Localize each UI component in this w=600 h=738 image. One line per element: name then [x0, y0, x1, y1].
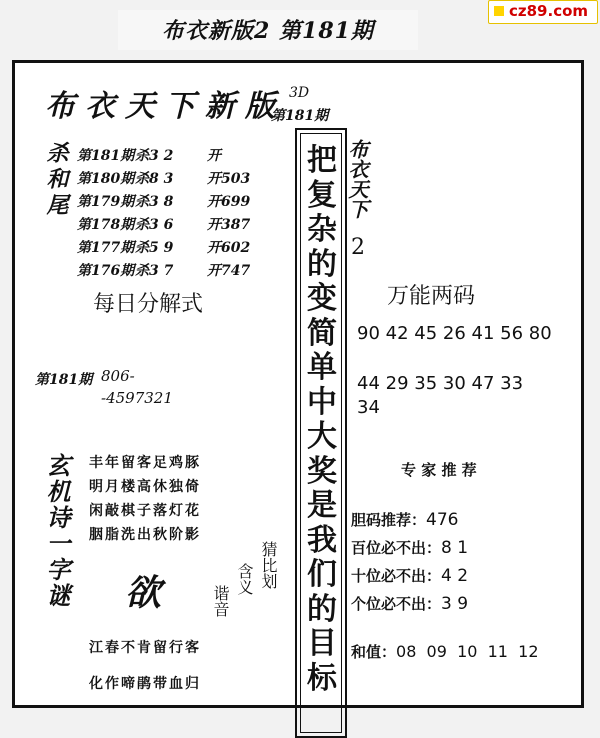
slogan-text: [301, 144, 343, 696]
bottom-line-1: 江春不肯留行客: [89, 640, 201, 656]
brand-label: 布衣天下: [345, 139, 369, 219]
history-open: 开387: [207, 217, 251, 233]
slogan-char: 杂: [307, 212, 337, 247]
slogan-char: 是: [307, 488, 337, 523]
slogan-char: 变: [307, 281, 337, 316]
poem-line: 胭脂洗出秋阶影: [89, 527, 201, 543]
history-issue: 第176期: [77, 263, 135, 279]
daily-line-1: 806-: [101, 367, 135, 385]
daily-issue: 第181期: [35, 372, 93, 388]
shi-value: 4 2: [441, 566, 469, 586]
riddle-char: 欲: [125, 572, 162, 614]
slogan-char: 奖: [307, 453, 337, 489]
ge-label: 个位必不出：: [351, 595, 442, 613]
history-kill: 杀3 7: [135, 263, 174, 279]
history-kill: 杀8 3: [135, 171, 174, 187]
ge-value: 3 9: [441, 594, 469, 614]
issue-label: 第181期: [271, 108, 329, 124]
dan-label: 胆码推荐：: [351, 511, 427, 529]
history-row: [77, 168, 277, 191]
sheet-title: 布衣天下新版: [45, 89, 285, 124]
slogan-char: 们: [307, 557, 337, 592]
history-row: [77, 145, 277, 168]
history-issue: 第178期: [77, 217, 135, 233]
hint-a: 猜比划: [259, 541, 278, 589]
slogan-char: 的: [307, 246, 337, 282]
slogan-char: 我: [307, 522, 337, 558]
bai-row: [351, 537, 468, 558]
poem-label: 玄机诗一字谜: [42, 453, 71, 609]
hint-c: 谐音: [211, 585, 230, 617]
slogan-char: 标: [307, 660, 337, 696]
history-kill: 杀3 2: [135, 148, 174, 164]
dan-row: [351, 509, 458, 530]
kill-history-table: [77, 145, 277, 283]
wanneng-row-2: 44 29 35 30 47 33: [357, 373, 524, 394]
poem-line: 明月楼高休独倚: [89, 479, 201, 495]
slogan-char: 的: [307, 591, 337, 627]
wanneng-row-1: 90 42 45 26 41 56 80: [357, 323, 552, 344]
slogan-inner-border: [300, 133, 342, 733]
wanneng-label: 万能两码: [387, 284, 476, 309]
site-domain: cz89.com: [509, 2, 589, 20]
history-kill: 杀3 6: [135, 217, 174, 233]
history-row: [77, 260, 277, 283]
history-row: [77, 214, 277, 237]
hint-b: 含义: [235, 563, 254, 595]
kill-sum-tail-label: 杀和尾: [43, 141, 69, 219]
history-open: 开602: [207, 240, 251, 256]
brand-number: 2: [351, 235, 365, 260]
history-issue: 第177期: [77, 240, 135, 256]
sum-row: [351, 641, 539, 662]
history-open: 开747: [207, 263, 251, 279]
history-kill: 杀5 9: [135, 240, 174, 256]
slogan-char: 目: [307, 626, 337, 661]
history-issue: 第181期: [77, 148, 135, 164]
daily-line-2: -4597321: [101, 389, 173, 407]
page-header: [118, 10, 418, 50]
sum-value: 08 09 10 11 12: [396, 642, 539, 661]
slogan-char: 复: [307, 177, 337, 213]
history-open: 开: [207, 148, 221, 164]
slogan-char: 把: [307, 143, 337, 178]
history-kill: 杀3 8: [135, 194, 174, 210]
poem-lines: [89, 451, 201, 547]
slogan-column: [295, 128, 347, 738]
slogan-char: 简: [307, 315, 337, 351]
page-title: 布衣新版2 第181期: [162, 18, 374, 44]
site-logo-icon: [494, 6, 504, 16]
expert-label: 专 家 推 荐: [401, 461, 477, 479]
history-row: [77, 237, 277, 260]
history-issue: 第180期: [77, 171, 135, 187]
site-badge[interactable]: [488, 0, 598, 24]
history-open: 开699: [207, 194, 251, 210]
shi-label: 十位必不出：: [351, 567, 442, 585]
poem-line: 闲敲棋子落灯花: [89, 503, 201, 519]
issue-3d-label: 3D: [289, 85, 310, 101]
dan-value: 476: [426, 510, 459, 530]
history-open: 开503: [207, 171, 251, 187]
history-issue: 第179期: [77, 194, 135, 210]
sum-label: 和值：: [351, 643, 397, 661]
slogan-char: 中: [307, 384, 337, 420]
bai-value: 8 1: [441, 538, 469, 558]
shi-row: [351, 565, 468, 586]
history-row: [77, 191, 277, 214]
slogan-char: 大: [307, 419, 337, 454]
slogan-char: 单: [307, 350, 337, 385]
wanneng-row-3: 34: [357, 397, 380, 418]
bai-label: 百位必不出：: [351, 539, 442, 557]
lottery-sheet: [12, 60, 584, 708]
poem-line: 丰年留客足鸡豚: [89, 455, 201, 471]
bottom-line-2: 化作啼鹃带血归: [89, 676, 201, 692]
daily-formula-label: 每日分解式: [93, 292, 204, 317]
ge-row: [351, 593, 468, 614]
